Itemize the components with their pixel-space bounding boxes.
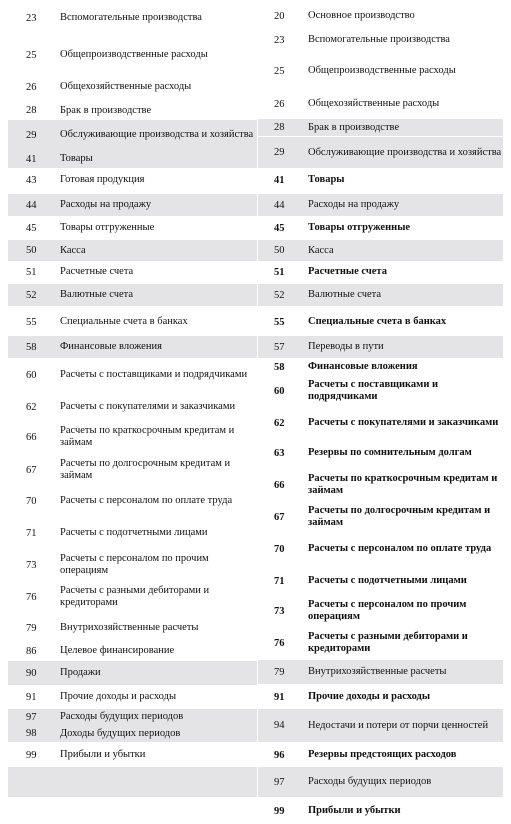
- account-name: Целевое финансирование: [60, 645, 175, 656]
- account-number: 90: [26, 667, 37, 679]
- account-name: Валютные счета: [60, 289, 134, 300]
- account-number: 71: [274, 575, 285, 587]
- account-name: Расходы на продажу: [308, 199, 400, 210]
- account-number: 73: [274, 605, 285, 617]
- account-number: 58: [26, 341, 37, 353]
- account-name: Расчеты с подотчетными лицами: [308, 575, 467, 586]
- table-row: [8, 582, 257, 612]
- table-row: [8, 150, 257, 168]
- table-row: [8, 170, 257, 190]
- account-number: 86: [26, 645, 37, 657]
- account-number: 45: [26, 222, 37, 234]
- account-name: Валютные счета: [308, 289, 382, 300]
- account-number: 99: [274, 805, 285, 817]
- account-name: Расчеты по краткосрочным кредитам и займам: [60, 425, 235, 448]
- account-number: 28: [26, 105, 37, 116]
- table-row: [8, 120, 257, 150]
- table-row: [258, 218, 503, 238]
- table-row: [258, 119, 503, 136]
- table-row: [258, 137, 503, 168]
- account-number: 45: [274, 222, 285, 234]
- account-number: 62: [274, 417, 285, 429]
- account-number: 70: [26, 495, 37, 507]
- table-row: [8, 392, 257, 422]
- account-name: Расчеты с поставщиками и подрядчиками: [308, 379, 439, 402]
- table-row: [8, 522, 257, 544]
- table-row: [258, 170, 503, 190]
- account-name: Товары отгруженные: [308, 222, 411, 233]
- table-row: [8, 44, 257, 66]
- table-row: [258, 709, 503, 742]
- account-number: 79: [26, 622, 37, 634]
- table-row: [258, 596, 503, 626]
- table-row: [8, 102, 257, 119]
- account-name: Специальные счета в банках: [60, 316, 188, 327]
- account-name: Переводы в пути: [308, 341, 384, 352]
- table-row: [8, 744, 257, 766]
- table-row: [8, 550, 257, 580]
- account-number: 55: [26, 316, 37, 328]
- table-row: [258, 502, 503, 532]
- table-row: [258, 442, 503, 464]
- account-name: Расчеты с персоналом по оплате труда: [308, 543, 492, 554]
- account-number: 60: [26, 369, 37, 381]
- table-row: [258, 538, 503, 560]
- account-number: 29: [274, 147, 285, 158]
- table-row: [8, 661, 257, 685]
- account-number: 25: [274, 65, 285, 77]
- account-name: Касса: [60, 244, 86, 256]
- account-name: Расчеты с покупателями и заказчиками: [60, 401, 236, 412]
- account-name: Доходы будущих периодов: [60, 727, 181, 739]
- table-row: [8, 194, 257, 216]
- account-name: Расходы будущих периодов: [308, 776, 432, 787]
- table-row: [258, 30, 503, 50]
- account-name: Товары отгруженные: [60, 222, 155, 233]
- account-name: Брак в производстве: [308, 121, 400, 133]
- account-name: Внутрихозяйственные расчеты: [60, 622, 199, 633]
- account-name: Расходы на продажу: [60, 199, 152, 210]
- account-number: 97: [274, 776, 285, 788]
- account-number: 60: [274, 385, 285, 397]
- account-number: 50: [26, 245, 37, 256]
- account-name: Готовая продукция: [60, 174, 145, 185]
- account-number: 70: [274, 543, 285, 555]
- account-number: 91: [274, 691, 285, 703]
- table-row: [258, 660, 503, 684]
- account-number: 66: [26, 431, 37, 443]
- account-number: 98: [26, 728, 37, 739]
- table-row: [258, 240, 503, 261]
- table-row: [8, 240, 257, 261]
- account-name: Недостачи и потери от порчи ценностей: [308, 719, 489, 731]
- account-name: Общехозяйственные расходы: [60, 81, 192, 92]
- account-name: Основное производство: [308, 10, 415, 21]
- table-row: [8, 455, 257, 485]
- account-number: 76: [274, 637, 285, 649]
- account-name: Прочие доходы и расходы: [60, 691, 177, 702]
- account-number: 29: [26, 129, 37, 141]
- table-row: [8, 78, 257, 96]
- account-name: Резервы по сомнительным долгам: [308, 447, 472, 458]
- account-number: 97: [26, 711, 37, 723]
- table-row: [258, 408, 503, 438]
- account-number: 25: [26, 49, 37, 61]
- table-row: [8, 725, 257, 742]
- table-row: [8, 642, 257, 660]
- account-name: Расчеты по долгосрочным кредитам и займам: [308, 505, 491, 528]
- table-row: [8, 218, 257, 238]
- account-number: 91: [26, 691, 37, 703]
- account-number: 73: [26, 559, 37, 571]
- account-name: Прибыли и убытки: [308, 805, 401, 816]
- account-number: 55: [274, 316, 285, 328]
- account-name: Расчеты с разными дебиторами и кредиторами: [308, 631, 468, 654]
- account-name: Финансовые вложения: [308, 361, 418, 372]
- table-row: [258, 336, 503, 358]
- account-name: Расчеты по краткосрочным кредитам и займам: [308, 473, 498, 496]
- account-name: Внутрихозяйственные расчеты: [308, 666, 447, 677]
- table-row: [8, 490, 257, 512]
- account-number: 67: [26, 464, 37, 476]
- table-row: [258, 376, 503, 406]
- account-number: 50: [274, 245, 285, 256]
- table-row: [258, 686, 503, 708]
- table-row: [258, 358, 503, 376]
- account-name: Вспомогательные производства: [60, 12, 202, 23]
- account-name: Обслуживающие производства и хозяйства: [308, 146, 502, 158]
- account-name: Расчеты с разными дебиторами и кредиторами: [60, 585, 210, 608]
- table-row: [258, 570, 503, 592]
- account-name: Общепроизводственные расходы: [308, 65, 456, 76]
- account-number: 96: [274, 749, 285, 761]
- account-number: 79: [274, 666, 285, 678]
- table-row: [258, 6, 503, 26]
- table-row: [258, 194, 503, 216]
- account-name: Расчеты с персоналом по прочим операциям: [308, 599, 467, 622]
- account-name: Обслуживающие производства и хозяйства: [60, 129, 254, 140]
- account-number: 41: [274, 174, 285, 186]
- account-number: 28: [274, 122, 285, 133]
- account-number: 66: [274, 479, 285, 491]
- account-name: Специальные счета в банках: [308, 316, 447, 327]
- table-row: [8, 9, 257, 27]
- account-name: Расчетные счета: [308, 266, 387, 277]
- account-number: 43: [26, 174, 37, 186]
- account-number: 23: [26, 12, 37, 24]
- table-row: [258, 60, 503, 82]
- account-number: 67: [274, 511, 285, 523]
- account-number: 51: [274, 266, 285, 278]
- account-name: Расчеты с персоналом по оплате труда: [60, 495, 233, 506]
- account-number: 20: [274, 10, 285, 22]
- account-number: 26: [274, 98, 285, 110]
- account-number: 44: [274, 199, 285, 211]
- table-row: [258, 800, 503, 822]
- table-row: [8, 686, 257, 708]
- account-name: Касса: [308, 244, 334, 256]
- account-number: 76: [26, 591, 37, 603]
- account-number: 51: [26, 266, 37, 278]
- account-name: Расчеты с поставщиками и подрядчиками: [60, 369, 248, 380]
- account-number: 44: [26, 199, 37, 211]
- account-number: 62: [26, 401, 37, 413]
- account-number: 26: [26, 81, 37, 93]
- account-name: Продажи: [60, 667, 101, 678]
- account-name: Товары: [60, 153, 93, 164]
- account-name: Брак в производстве: [60, 104, 152, 116]
- account-name: Расчеты с подотчетными лицами: [60, 527, 208, 538]
- account-number: 99: [26, 749, 37, 761]
- account-number: 23: [274, 34, 285, 46]
- account-number: 52: [274, 289, 285, 301]
- account-number: 57: [274, 341, 285, 353]
- account-name: Расчеты с персоналом по прочим операциям: [60, 553, 209, 576]
- account-name: Резервы предстоящих расходов: [308, 749, 457, 760]
- table-row: [8, 336, 257, 358]
- table-row: [8, 709, 257, 725]
- account-number: 94: [274, 720, 285, 731]
- account-number: 41: [26, 153, 37, 165]
- account-number: 52: [26, 289, 37, 301]
- account-number: 63: [274, 447, 285, 459]
- table-row: [8, 284, 257, 306]
- account-name: Прибыли и убытки: [60, 749, 146, 760]
- account-name: Общехозяйственные расходы: [308, 98, 440, 109]
- account-number: 71: [26, 527, 37, 539]
- table-row: [258, 284, 503, 306]
- table-row: [258, 628, 503, 658]
- account-number: 58: [274, 361, 285, 373]
- table-row: [8, 262, 257, 282]
- table-row: [258, 311, 503, 333]
- table-row: [8, 767, 257, 797]
- account-name: Вспомогательные производства: [308, 34, 450, 45]
- table-row: [258, 262, 503, 282]
- table-row: [8, 311, 257, 333]
- account-name: Расчеты по долгосрочным кредитам и займам: [60, 458, 231, 481]
- table-row: [8, 618, 257, 638]
- account-name: Расчетные счета: [60, 266, 134, 277]
- account-name: Общепроизводственные расходы: [60, 49, 208, 60]
- table-row: [8, 422, 257, 452]
- account-name: Прочие доходы и расходы: [308, 691, 431, 702]
- table-row: [258, 744, 503, 766]
- table-row: [258, 767, 503, 797]
- account-name: Товары: [308, 174, 345, 185]
- table-row: [258, 93, 503, 115]
- table-row: [258, 470, 503, 500]
- account-name: Финансовые вложения: [60, 341, 162, 352]
- account-name: Расчеты с покупателями и заказчиками: [308, 417, 499, 428]
- account-name: Расходы будущих периодов: [60, 711, 184, 722]
- table-row: [8, 360, 257, 390]
